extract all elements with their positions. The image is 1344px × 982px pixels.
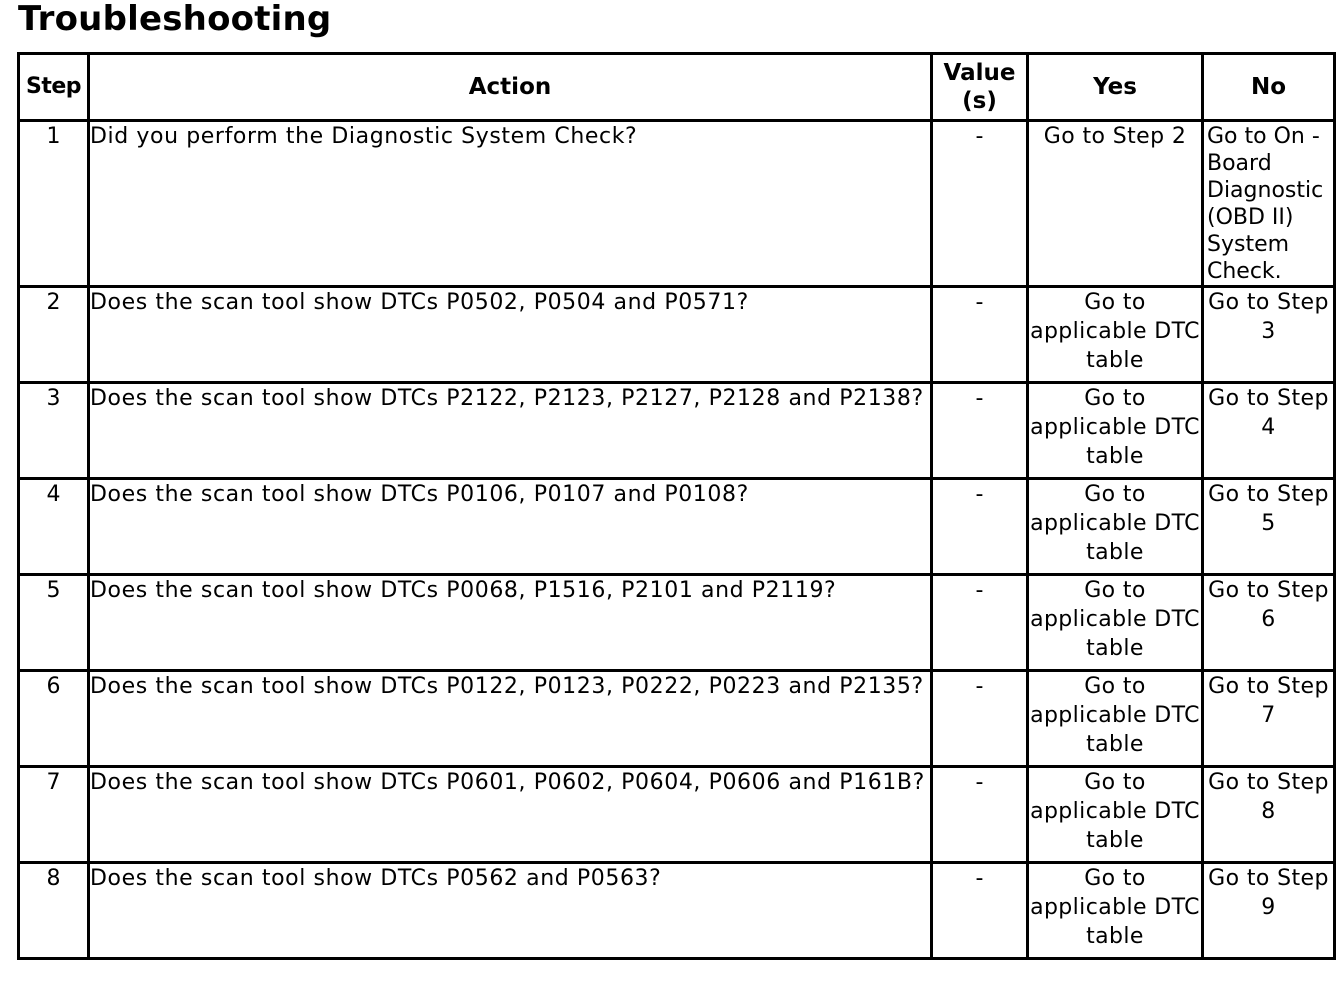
step-number: 3 [19,383,89,479]
value-text: - [932,671,1028,767]
header-action: Action [89,54,932,121]
no-link[interactable]: Go to Step 6 [1203,575,1335,671]
header-value: Value (s) [932,54,1028,121]
header-no: No [1203,54,1335,121]
value-text: - [932,863,1028,959]
table-row [19,383,1335,479]
action-text: Does the scan tool show DTCs P2122, P2123, P2127, P2128 and P2138? [89,383,932,479]
no-link[interactable]: Go to Step 5 [1203,479,1335,575]
table-row [19,479,1335,575]
yes-link[interactable]: Go to applicable DTC table [1028,767,1203,863]
table-row [19,671,1335,767]
yes-link[interactable]: Go to applicable DTC table [1028,383,1203,479]
no-link[interactable]: Go to Step 4 [1203,383,1335,479]
step-number: 8 [19,863,89,959]
page-title: Troubleshooting [18,0,332,39]
step-number: 2 [19,287,89,383]
table-row [19,575,1335,671]
yes-link[interactable]: Go to applicable DTC table [1028,575,1203,671]
step-number: 1 [19,121,89,287]
action-text: Does the scan tool show DTCs P0122, P0123, P0222, P0223 and P2135? [89,671,932,767]
header-row [19,54,1335,121]
value-text: - [932,287,1028,383]
action-text: Does the scan tool show DTCs P0106, P0107 and P0108? [89,479,932,575]
yes-link[interactable]: Go to applicable DTC table [1028,287,1203,383]
yes-link[interactable]: Go to applicable DTC table [1028,863,1203,959]
value-text: - [932,767,1028,863]
no-link[interactable]: Go to Step 8 [1203,767,1335,863]
no-link[interactable]: Go to Step 7 [1203,671,1335,767]
header-step: Step [19,54,89,121]
action-text: Did you perform the Diagnostic System Check? [89,121,932,287]
action-text: Does the scan tool show DTCs P0601, P0602, P0604, P0606 and P161B? [89,767,932,863]
step-number: 5 [19,575,89,671]
table-row [19,767,1335,863]
no-link[interactable]: Go to Step 3 [1203,287,1335,383]
troubleshooting-table [17,52,1336,960]
value-text: - [932,479,1028,575]
table-row [19,287,1335,383]
table-row [19,121,1335,287]
header-yes: Yes [1028,54,1203,121]
action-text: Does the scan tool show DTCs P0562 and P0563? [89,863,932,959]
value-text: - [932,121,1028,287]
step-number: 7 [19,767,89,863]
yes-link[interactable]: Go to applicable DTC table [1028,479,1203,575]
no-link[interactable]: Go to On -Board Diagnostic (OBD II) System Check. [1203,121,1335,287]
no-link[interactable]: Go to Step 9 [1203,863,1335,959]
yes-link[interactable]: Go to applicable DTC table [1028,671,1203,767]
action-text: Does the scan tool show DTCs P0502, P0504 and P0571? [89,287,932,383]
table-row [19,863,1335,959]
value-text: - [932,575,1028,671]
action-text: Does the scan tool show DTCs P0068, P1516, P2101 and P2119? [89,575,932,671]
step-number: 4 [19,479,89,575]
yes-link[interactable]: Go to Step 2 [1028,121,1203,287]
value-text: - [932,383,1028,479]
step-number: 6 [19,671,89,767]
